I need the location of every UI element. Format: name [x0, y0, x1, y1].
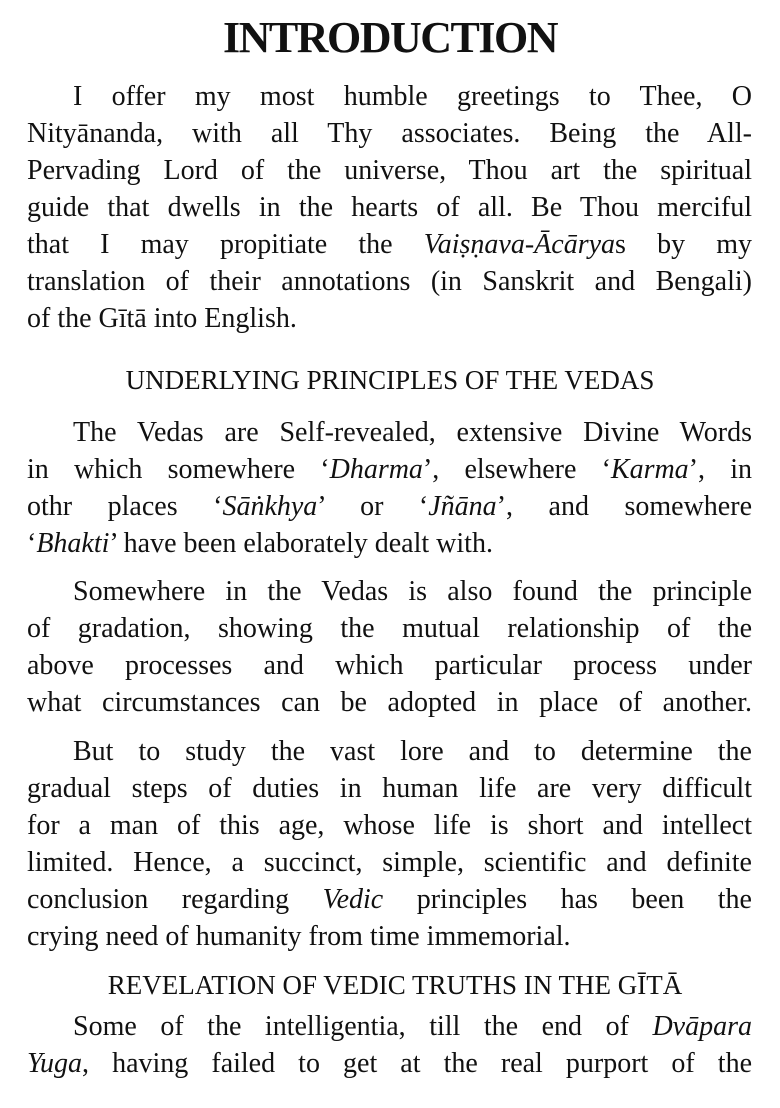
- text-line: [73, 415, 752, 451]
- text-line: [73, 574, 752, 610]
- text-line: [27, 685, 752, 721]
- text-line: [27, 301, 752, 337]
- italic-term: Bhakti: [36, 528, 110, 559]
- text-line: [27, 808, 752, 844]
- italic-term: Vaiṣṇava-Ācārya: [423, 229, 616, 260]
- text-line: [73, 734, 752, 770]
- text-line: [27, 452, 752, 488]
- text-line: [27, 153, 752, 189]
- text-run: Pervading Lord of the universe, Thou art the spiritual: [27, 155, 752, 186]
- text-run: I offer my most humble greetings to Thee, O: [73, 81, 752, 112]
- text-line: [73, 1009, 752, 1045]
- text-line: [27, 264, 752, 300]
- text-run: of the Gītā into English.: [27, 303, 297, 334]
- text-line: [27, 771, 752, 807]
- italic-term: Sāṅkhya: [222, 491, 318, 522]
- text-line: [27, 882, 752, 918]
- text-line: [73, 79, 752, 115]
- text-run: , having failed to get at the real purport of the: [82, 1048, 752, 1079]
- text-run: othr places ‘: [27, 491, 223, 522]
- text-run: conclusion regarding: [27, 884, 323, 915]
- text-line: [27, 845, 752, 881]
- text-run: principles has been the: [383, 884, 752, 915]
- page-title: INTRODUCTION: [222, 13, 558, 62]
- text-line: [27, 919, 752, 955]
- text-line: [27, 1046, 752, 1082]
- text-run: guide that dwells in the hearts of all. Be Thou merciful: [27, 192, 752, 223]
- text-line: [27, 526, 752, 562]
- section-heading: REVELATION OF VEDIC TRUTHS IN THE GĪTĀ: [107, 970, 683, 1000]
- text-line: [27, 227, 752, 263]
- text-run: But to study the vast lore and to determine the: [73, 736, 752, 767]
- text-run: s by my: [615, 229, 752, 260]
- italic-term: Karma: [610, 454, 689, 485]
- text-run: for a man of this age, whose life is short and intellect: [27, 810, 752, 841]
- text-run: in which somewhere ‘: [27, 454, 330, 485]
- italic-term: Vedic: [322, 884, 384, 915]
- text-run: Somewhere in the Vedas is also found the principle: [73, 576, 752, 607]
- text-line: [27, 489, 752, 525]
- text-run: gradual steps of duties in human life are very difficult: [27, 773, 752, 804]
- text-run: crying need of humanity from time immemorial.: [27, 921, 571, 952]
- text-run: ’, and somewhere: [496, 491, 752, 522]
- italic-term: Dvāpara: [652, 1011, 752, 1042]
- text-run: ‘: [27, 528, 37, 559]
- text-run: of gradation, showing the mutual relationship of the: [27, 613, 752, 644]
- italic-term: Jñāna: [428, 491, 497, 522]
- text-run: ’ or ‘: [317, 491, 429, 522]
- section-heading: UNDERLYING PRINCIPLES OF THE VEDAS: [125, 365, 655, 395]
- text-run: Some of the intelligentia, till the end of: [73, 1011, 653, 1042]
- text-run: ’ have been elaborately dealt with.: [109, 528, 493, 559]
- text-run: translation of their annotations (in Sanskrit and Bengali): [27, 266, 752, 297]
- text-run: limited. Hence, a succinct, simple, scientific and definite: [27, 847, 752, 878]
- text-run: The Vedas are Self-revealed, extensive Divine Words: [73, 417, 752, 448]
- text-run: what circumstances can be adopted in place of another.: [27, 687, 752, 718]
- text-run: above processes and which particular process under: [27, 650, 752, 681]
- text-line: [27, 116, 752, 152]
- italic-term: Dharma: [329, 454, 423, 485]
- text-run: ’, in: [688, 454, 752, 485]
- text-run: that I may propitiate the: [27, 229, 424, 260]
- text-line: [27, 648, 752, 684]
- text-line: [27, 611, 752, 647]
- text-run: ’, elsewhere ‘: [422, 454, 611, 485]
- italic-term: Yuga: [27, 1048, 83, 1079]
- text-run: Nityānanda, with all Thy associates. Being the All-: [27, 118, 752, 149]
- text-line: [27, 190, 752, 226]
